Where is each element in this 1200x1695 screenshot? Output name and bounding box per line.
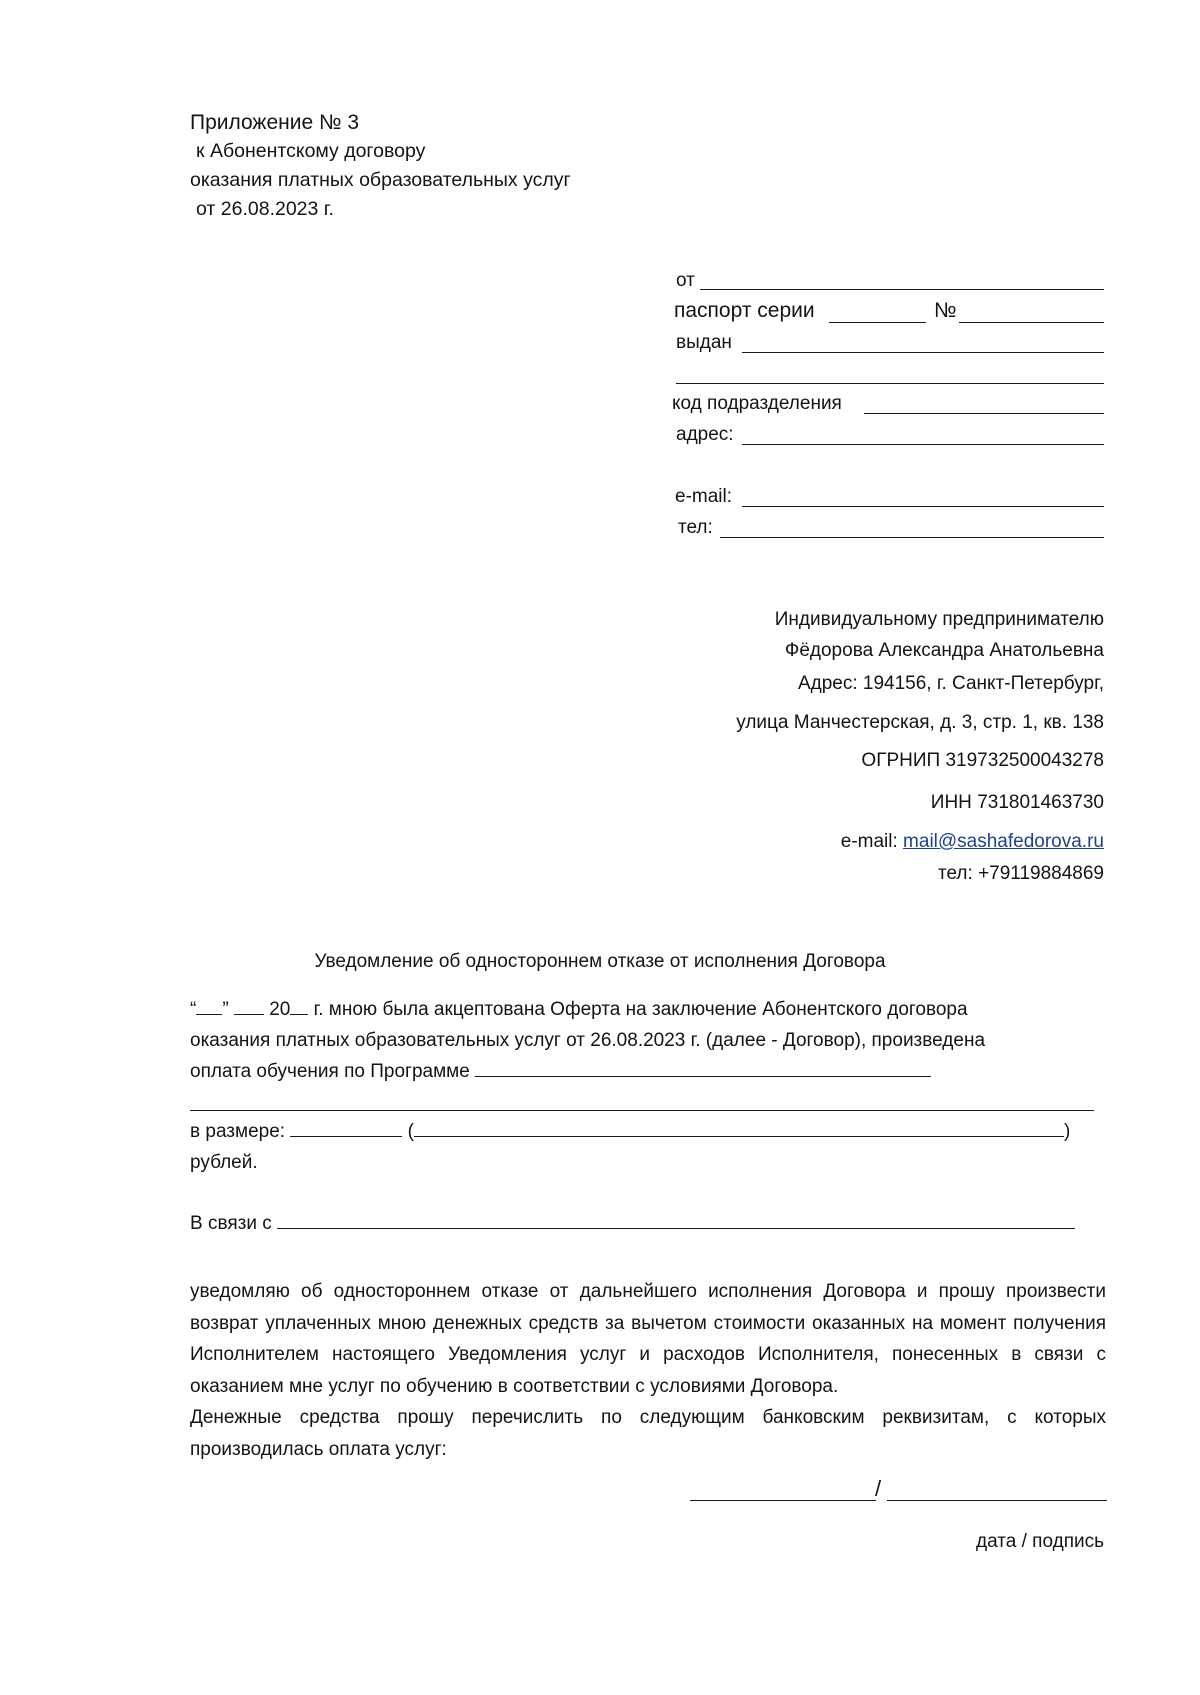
recipient-address-line2: улица Манчестерская, д. 3, стр. 1, кв. 138 <box>736 712 1104 733</box>
ogrnip-label: ОГРНИП <box>861 750 941 771</box>
division-code-field[interactable] <box>864 413 1104 414</box>
from-label: от <box>676 270 695 291</box>
intro-text: г. мною была акцептована Оферта на заключение Абонентского договора <box>313 999 968 1020</box>
address-label: адрес: <box>676 424 734 445</box>
recipient-phone-label: тел: <box>938 863 973 884</box>
inn-label: ИНН <box>930 792 972 813</box>
phone-field[interactable] <box>720 537 1104 538</box>
open-quote: “ <box>190 999 197 1020</box>
reason-row <box>190 1213 1075 1235</box>
close-paren: ) <box>1063 1121 1071 1142</box>
bank-details-paragraph: Денежные средства прошу перечислить по следующим банковским реквизитам, с которых производилась оплата услуг: <box>190 1407 1106 1460</box>
program-label: оплата обучения по Программе <box>190 1061 470 1082</box>
year-prefix: 20 <box>269 999 291 1020</box>
program-field-continued[interactable] <box>190 1110 1094 1111</box>
recipient-address-label: Адрес: <box>797 673 858 694</box>
recipient-email <box>841 832 1104 852</box>
phone-label: тел: <box>678 517 713 538</box>
recipient-name: Фёдорова Александра Анатольевна <box>784 640 1104 661</box>
amount-words-field[interactable] <box>414 1135 1064 1137</box>
close-quote: ” <box>222 999 229 1020</box>
recipient-ogrnip <box>861 751 1104 771</box>
notice-intro-line1 <box>190 999 968 1021</box>
open-paren: ( <box>407 1121 414 1142</box>
year-field[interactable] <box>290 1013 308 1015</box>
notice-intro-line2: оказания платных образовательных услуг от 26.08.2023 г. (далее - Договор), произведена <box>190 1030 986 1051</box>
recipient-address <box>798 674 1104 694</box>
reason-label: В связи с <box>190 1213 272 1234</box>
refund-request-paragraph: уведомляю об одностороннем отказе от дальнейшего исполнения Договора и прошу произвести возврат уплаченных мною денежных средств за вычетом стоимости оказанных на момент получения Исполнителем настоящего Уведомления услуг и расходов Исполнителя, понесенных в связи с оказанием мне услуг по обучению в соответствии с условиями Договора. <box>190 1281 1106 1397</box>
day-field[interactable] <box>196 1013 222 1015</box>
passport-number-label: № <box>934 299 957 322</box>
reason-field[interactable] <box>277 1227 1075 1229</box>
inn-value: 731801463730 <box>977 792 1104 813</box>
recipient-phone <box>938 864 1104 884</box>
date-field[interactable] <box>690 1500 876 1501</box>
currency-label: рублей. <box>190 1152 258 1173</box>
month-field[interactable] <box>234 1013 264 1015</box>
passport-number-field[interactable] <box>959 322 1104 323</box>
recipient-email-link[interactable]: mail@sashafedorova.ru <box>903 831 1104 852</box>
issued-by-field[interactable] <box>742 352 1104 353</box>
address-field[interactable] <box>742 444 1104 445</box>
passport-series-label: паспорт серии <box>674 299 815 322</box>
from-field[interactable] <box>700 289 1104 290</box>
recipient-address-line1: 194156, г. Санкт-Петербург, <box>862 673 1104 694</box>
division-code-label: код подразделения <box>672 393 842 414</box>
signature-label: дата / подпись <box>976 1531 1104 1552</box>
ogrnip-value: 319732500043278 <box>945 750 1104 771</box>
appendix-number: Приложение № 3 <box>190 111 360 134</box>
signature-field[interactable] <box>887 1500 1107 1501</box>
amount-label: в размере: <box>190 1121 286 1142</box>
appendix-header <box>190 108 571 224</box>
program-row <box>190 1061 931 1083</box>
appendix-date: от 26.08.2023 г. <box>196 198 334 220</box>
email-label: e-mail: <box>675 486 733 507</box>
issued-by-field-continued[interactable] <box>676 383 1104 384</box>
recipient-email-label: e-mail: <box>840 831 898 852</box>
program-field[interactable] <box>475 1075 931 1077</box>
issued-by-label: выдан <box>676 332 732 353</box>
appendix-contract-ref: к Абонентскому договору <box>196 140 426 162</box>
appendix-contract-type: оказания платных образовательных услуг <box>190 169 571 191</box>
recipient-title: Индивидуальному предпринимателю <box>774 609 1104 630</box>
amount-row <box>190 1121 1070 1143</box>
recipient-phone-value: +79119884869 <box>978 863 1104 884</box>
notice-title: Уведомление об одностороннем отказе от исполнения Договора <box>314 951 886 972</box>
amount-field[interactable] <box>290 1135 402 1137</box>
email-field[interactable] <box>742 506 1104 507</box>
recipient-inn <box>931 793 1104 813</box>
passport-series-field[interactable] <box>829 322 926 323</box>
signature-separator: / <box>875 1476 882 1501</box>
